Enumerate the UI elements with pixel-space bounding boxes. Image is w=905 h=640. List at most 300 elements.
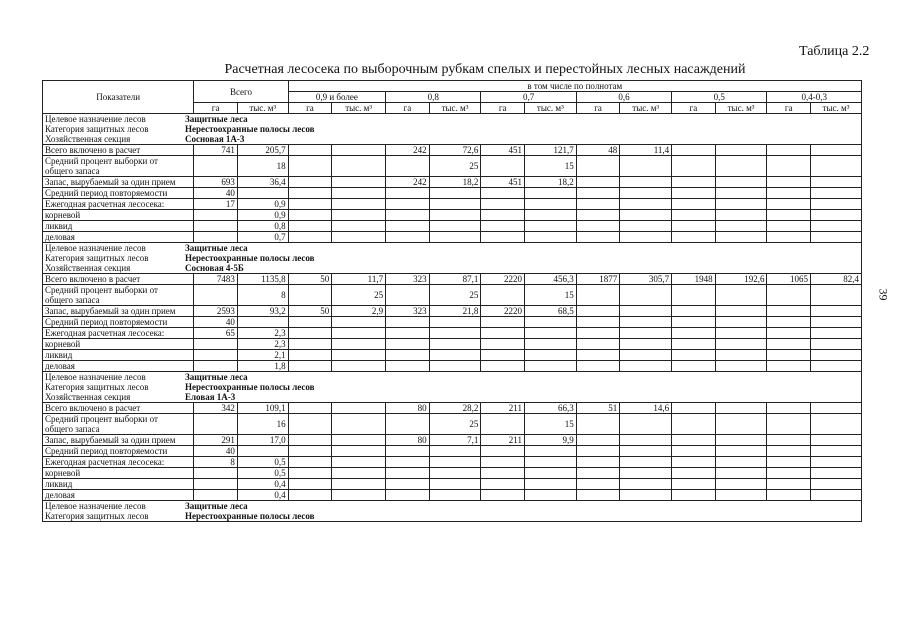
table-cell (715, 457, 767, 468)
table-cell (386, 188, 430, 199)
table-cell (672, 479, 716, 490)
table-cell (288, 156, 332, 177)
table-cell (620, 210, 672, 221)
header-unit-m3: тыс. м³ (237, 103, 288, 114)
table-cell (672, 199, 716, 210)
table-cell (620, 414, 672, 435)
table-cell (620, 435, 672, 446)
table-cell: 0,8 (237, 221, 288, 232)
table-cell (672, 339, 716, 350)
table-cell (237, 317, 288, 328)
table-cell (672, 403, 716, 414)
table-cell (576, 156, 620, 177)
table-row (43, 457, 862, 468)
table-row (43, 339, 862, 350)
cutting-area-table (42, 80, 862, 522)
row-label-line: общего запаса (45, 166, 100, 176)
table-cell (386, 350, 430, 361)
table-cell (672, 414, 716, 435)
table-cell (386, 156, 430, 177)
table-cell (810, 361, 861, 372)
table-cell (288, 403, 332, 414)
table-cell (332, 403, 386, 414)
table-cell (194, 468, 238, 479)
table-cell: 0,5 (237, 468, 288, 479)
header-density: 0,8 (386, 92, 481, 103)
info-value: Сосновая 4-5Б (185, 263, 244, 273)
table-cell: 80 (386, 403, 430, 414)
table-cell (288, 361, 332, 372)
table-cell (429, 479, 481, 490)
info-value: Защитные леса (185, 372, 248, 382)
table-cell (620, 479, 672, 490)
table-row (43, 446, 862, 457)
table-cell (194, 490, 238, 501)
table-cell: 1948 (672, 274, 716, 285)
table-cell: 40 (194, 188, 238, 199)
section-info (43, 114, 862, 125)
table-row (43, 210, 862, 221)
table-cell (481, 328, 525, 339)
info-label: Категория защитных лесов (45, 124, 149, 134)
table-cell (620, 457, 672, 468)
table-cell (620, 306, 672, 317)
section-info-row (43, 263, 862, 274)
section-info-row (43, 382, 862, 392)
table-cell: 25 (332, 285, 386, 306)
table-cell (481, 457, 525, 468)
table-cell (715, 490, 767, 501)
info-label: Целевое назначение лесов (45, 372, 146, 382)
table-cell (810, 317, 861, 328)
table-cell (620, 177, 672, 188)
table-cell (810, 177, 861, 188)
table-cell (524, 361, 576, 372)
table-cell (332, 414, 386, 435)
table-cell: 48 (576, 145, 620, 156)
table-cell (332, 317, 386, 328)
section-info (43, 501, 862, 512)
table-cell (332, 490, 386, 501)
row-label: Средний период повторяемости (43, 446, 194, 457)
table-cell: 25 (429, 285, 481, 306)
table-cell (672, 156, 716, 177)
table-cell (620, 188, 672, 199)
table-cell (481, 232, 525, 243)
table-cell (810, 350, 861, 361)
table-cell: 2220 (481, 274, 525, 285)
header-density: 0,6 (576, 92, 671, 103)
info-label: Хозяйственная секция (45, 392, 131, 402)
table-cell: 8 (237, 285, 288, 306)
section-info-row (43, 392, 862, 403)
row-label: корневой (43, 210, 194, 221)
section-info (43, 134, 862, 145)
table-cell (429, 199, 481, 210)
table-cell: 1877 (576, 274, 620, 285)
table-cell: 305,7 (620, 274, 672, 285)
table-cell (715, 435, 767, 446)
section-info (43, 124, 862, 134)
header-density: 0,4-0,3 (767, 92, 862, 103)
table-cell (429, 457, 481, 468)
table-cell (524, 221, 576, 232)
table-cell (524, 188, 576, 199)
table-cell (715, 232, 767, 243)
table-cell (524, 328, 576, 339)
table-cell (767, 199, 811, 210)
header-unit-m3: тыс. м³ (810, 103, 861, 114)
header-row (43, 81, 862, 92)
table-cell (386, 199, 430, 210)
table-cell (481, 285, 525, 306)
section-info-row (43, 114, 862, 125)
table-cell (481, 221, 525, 232)
table-cell (524, 317, 576, 328)
table-cell (194, 221, 238, 232)
table-cell (481, 317, 525, 328)
table-cell (288, 490, 332, 501)
table-cell (194, 285, 238, 306)
table-cell: 192,6 (715, 274, 767, 285)
table-cell: 15 (524, 156, 576, 177)
table-cell: 451 (481, 145, 525, 156)
table-cell: 36,4 (237, 177, 288, 188)
table-cell (524, 457, 576, 468)
table-cell: 342 (194, 403, 238, 414)
table-cell (810, 221, 861, 232)
table-cell: 15 (524, 414, 576, 435)
table-cell (524, 490, 576, 501)
table-cell: 9,9 (524, 435, 576, 446)
table-cell: 0,4 (237, 479, 288, 490)
table-cell (715, 317, 767, 328)
table-cell (288, 232, 332, 243)
table-cell (194, 232, 238, 243)
table-cell (194, 339, 238, 350)
table-cell (715, 188, 767, 199)
table-cell (288, 199, 332, 210)
table-cell: 15 (524, 285, 576, 306)
table-cell (237, 188, 288, 199)
table-cell (386, 479, 430, 490)
section-info-row (43, 511, 862, 522)
table-cell: 0,7 (237, 232, 288, 243)
row-label: Запас, вырубаемый за один прием (43, 306, 194, 317)
table-cell (386, 221, 430, 232)
table-row (43, 361, 862, 372)
table-cell (429, 328, 481, 339)
table-cell (620, 446, 672, 457)
table-cell (767, 403, 811, 414)
table-cell (332, 156, 386, 177)
table-cell (620, 468, 672, 479)
table-cell: 40 (194, 446, 238, 457)
table-cell (332, 177, 386, 188)
row-label: Всего включено в расчет (43, 145, 194, 156)
table-cell: 741 (194, 145, 238, 156)
table-cell (332, 232, 386, 243)
table-cell (715, 328, 767, 339)
table-cell (386, 285, 430, 306)
table-cell (386, 210, 430, 221)
row-label: Средний период повторяемости (43, 188, 194, 199)
table-cell (810, 339, 861, 350)
table-cell (672, 361, 716, 372)
table-cell (767, 490, 811, 501)
table-cell: 323 (386, 306, 430, 317)
table-cell (576, 177, 620, 188)
section-info (43, 382, 862, 392)
table-cell (672, 457, 716, 468)
table-cell (288, 339, 332, 350)
table-cell (429, 210, 481, 221)
header-unit-ha: га (194, 103, 238, 114)
row-label: Всего включено в расчет (43, 403, 194, 414)
info-label: Целевое назначение лесов (45, 114, 146, 124)
section-info-row (43, 124, 862, 134)
table-cell: 0,5 (237, 457, 288, 468)
header-unit-m3: тыс. м³ (332, 103, 386, 114)
table-cell: 2593 (194, 306, 238, 317)
table-cell (810, 490, 861, 501)
table-cell (481, 199, 525, 210)
info-value: Нерестоохранные полосы лесов (185, 511, 315, 521)
row-label-line: Средний процент выборки от (45, 156, 158, 166)
table-cell: 80 (386, 435, 430, 446)
info-value: Нерестоохранные полосы лесов (185, 253, 315, 263)
table-cell (672, 490, 716, 501)
table-cell: 50 (288, 274, 332, 285)
table-cell: 1,8 (237, 361, 288, 372)
table-row (43, 403, 862, 414)
table-cell: 1135,8 (237, 274, 288, 285)
table-cell (715, 199, 767, 210)
table-cell (194, 361, 238, 372)
table-cell (288, 350, 332, 361)
table-cell (288, 145, 332, 156)
table-cell (524, 210, 576, 221)
table-cell: 16 (237, 414, 288, 435)
table-cell (288, 414, 332, 435)
table-cell: 18,2 (429, 177, 481, 188)
info-label: Категория защитных лесов (45, 253, 149, 263)
table-cell: 25 (429, 156, 481, 177)
table-cell (672, 350, 716, 361)
table-cell (576, 328, 620, 339)
table-cell (620, 490, 672, 501)
table-cell (288, 435, 332, 446)
table-cell (810, 479, 861, 490)
table-cell (386, 457, 430, 468)
info-label: Категория защитных лесов (45, 382, 149, 392)
table-cell (672, 328, 716, 339)
table-cell (715, 468, 767, 479)
table-cell: 7483 (194, 274, 238, 285)
table-cell (672, 317, 716, 328)
table-cell (194, 350, 238, 361)
table-cell (481, 156, 525, 177)
table-number: Таблица 2.2 (799, 44, 870, 59)
table-cell (620, 350, 672, 361)
table-cell (481, 361, 525, 372)
table-cell (524, 199, 576, 210)
table-cell (810, 403, 861, 414)
section-info (43, 511, 862, 522)
table-cell (767, 285, 811, 306)
table-cell (767, 232, 811, 243)
table-cell: 211 (481, 435, 525, 446)
table-cell: 0,9 (237, 210, 288, 221)
table-cell: 17,0 (237, 435, 288, 446)
table-cell (672, 232, 716, 243)
info-value: Нерестоохранные полосы лесов (185, 382, 315, 392)
table-cell (429, 339, 481, 350)
table-cell: 2,9 (332, 306, 386, 317)
row-label (43, 414, 194, 435)
header-total: Всего (194, 81, 288, 103)
table-cell: 211 (481, 403, 525, 414)
table-cell (672, 468, 716, 479)
table-row (43, 232, 862, 243)
table-cell (481, 188, 525, 199)
table-row (43, 177, 862, 188)
table-row (43, 274, 862, 285)
header-density: 0,5 (672, 92, 767, 103)
table-cell (576, 361, 620, 372)
row-label: ликвид (43, 350, 194, 361)
table-row (43, 414, 862, 435)
table-cell (715, 177, 767, 188)
row-label: деловая (43, 361, 194, 372)
table-cell (620, 361, 672, 372)
table-cell (576, 457, 620, 468)
table-cell (715, 479, 767, 490)
table-cell (620, 285, 672, 306)
table-cell (524, 339, 576, 350)
table-cell (576, 232, 620, 243)
table-cell (672, 446, 716, 457)
table-cell: 0,9 (237, 199, 288, 210)
table-cell: 1065 (767, 274, 811, 285)
table-cell: 242 (386, 145, 430, 156)
row-label: ликвид (43, 479, 194, 490)
section-info-row (43, 372, 862, 383)
table-cell (429, 361, 481, 372)
table-cell (715, 403, 767, 414)
info-value: Сосновая 1А-3 (185, 134, 245, 144)
header-unit-ha: га (672, 103, 716, 114)
table-cell (672, 188, 716, 199)
table-cell (576, 414, 620, 435)
table-cell (332, 145, 386, 156)
header-density: 0,9 и более (288, 92, 385, 103)
info-value: Защитные леса (185, 243, 248, 253)
table-row (43, 317, 862, 328)
section-info-row (43, 253, 862, 263)
table-cell (576, 435, 620, 446)
table-row (43, 285, 862, 306)
table-cell (672, 221, 716, 232)
row-label: Ежегодная расчетная лесосека: (43, 328, 194, 339)
table-cell (576, 490, 620, 501)
table-cell (810, 199, 861, 210)
table-cell (810, 468, 861, 479)
row-label: корневой (43, 339, 194, 350)
table-cell: 205,7 (237, 145, 288, 156)
table-cell (576, 285, 620, 306)
table-cell (576, 446, 620, 457)
table-cell (194, 479, 238, 490)
table-cell: 7,1 (429, 435, 481, 446)
table-cell: 18 (237, 156, 288, 177)
table-cell (767, 457, 811, 468)
table-cell (576, 317, 620, 328)
table-cell (767, 339, 811, 350)
header-unit-ha: га (288, 103, 332, 114)
section-info (43, 263, 862, 274)
table-row (43, 156, 862, 177)
table-cell (576, 468, 620, 479)
table-cell: 242 (386, 177, 430, 188)
table-row (43, 145, 862, 156)
table-cell (810, 328, 861, 339)
table-cell: 65 (194, 328, 238, 339)
table-cell: 93,2 (237, 306, 288, 317)
table-cell (524, 350, 576, 361)
table-cell: 323 (386, 274, 430, 285)
table-cell (332, 435, 386, 446)
table-cell (715, 306, 767, 317)
table-cell: 2,3 (237, 339, 288, 350)
table-cell (810, 306, 861, 317)
table-cell (332, 457, 386, 468)
table-row (43, 328, 862, 339)
table-cell (524, 468, 576, 479)
table-cell (767, 446, 811, 457)
header-unit-m3: тыс. м³ (620, 103, 672, 114)
info-label: Хозяйственная секция (45, 134, 131, 144)
table-cell (767, 210, 811, 221)
info-label: Хозяйственная секция (45, 263, 131, 273)
table-cell (810, 446, 861, 457)
table-cell (576, 306, 620, 317)
table-cell: 2,1 (237, 350, 288, 361)
table-cell (810, 414, 861, 435)
table-cell (810, 145, 861, 156)
header-unit-ha: га (576, 103, 620, 114)
table-cell (288, 285, 332, 306)
table-cell (576, 479, 620, 490)
table-cell (481, 414, 525, 435)
table-cell: 82,4 (810, 274, 861, 285)
table-cell (672, 306, 716, 317)
table-cell (715, 350, 767, 361)
table-cell (767, 306, 811, 317)
table-cell (332, 210, 386, 221)
table-cell: 11,4 (620, 145, 672, 156)
table-row (43, 306, 862, 317)
table-cell (767, 188, 811, 199)
table-cell (332, 468, 386, 479)
table-row (43, 221, 862, 232)
table-cell (288, 328, 332, 339)
table-cell (576, 188, 620, 199)
table-cell: 121,7 (524, 145, 576, 156)
table-cell: 2,3 (237, 328, 288, 339)
table-cell (288, 221, 332, 232)
row-label (43, 285, 194, 306)
